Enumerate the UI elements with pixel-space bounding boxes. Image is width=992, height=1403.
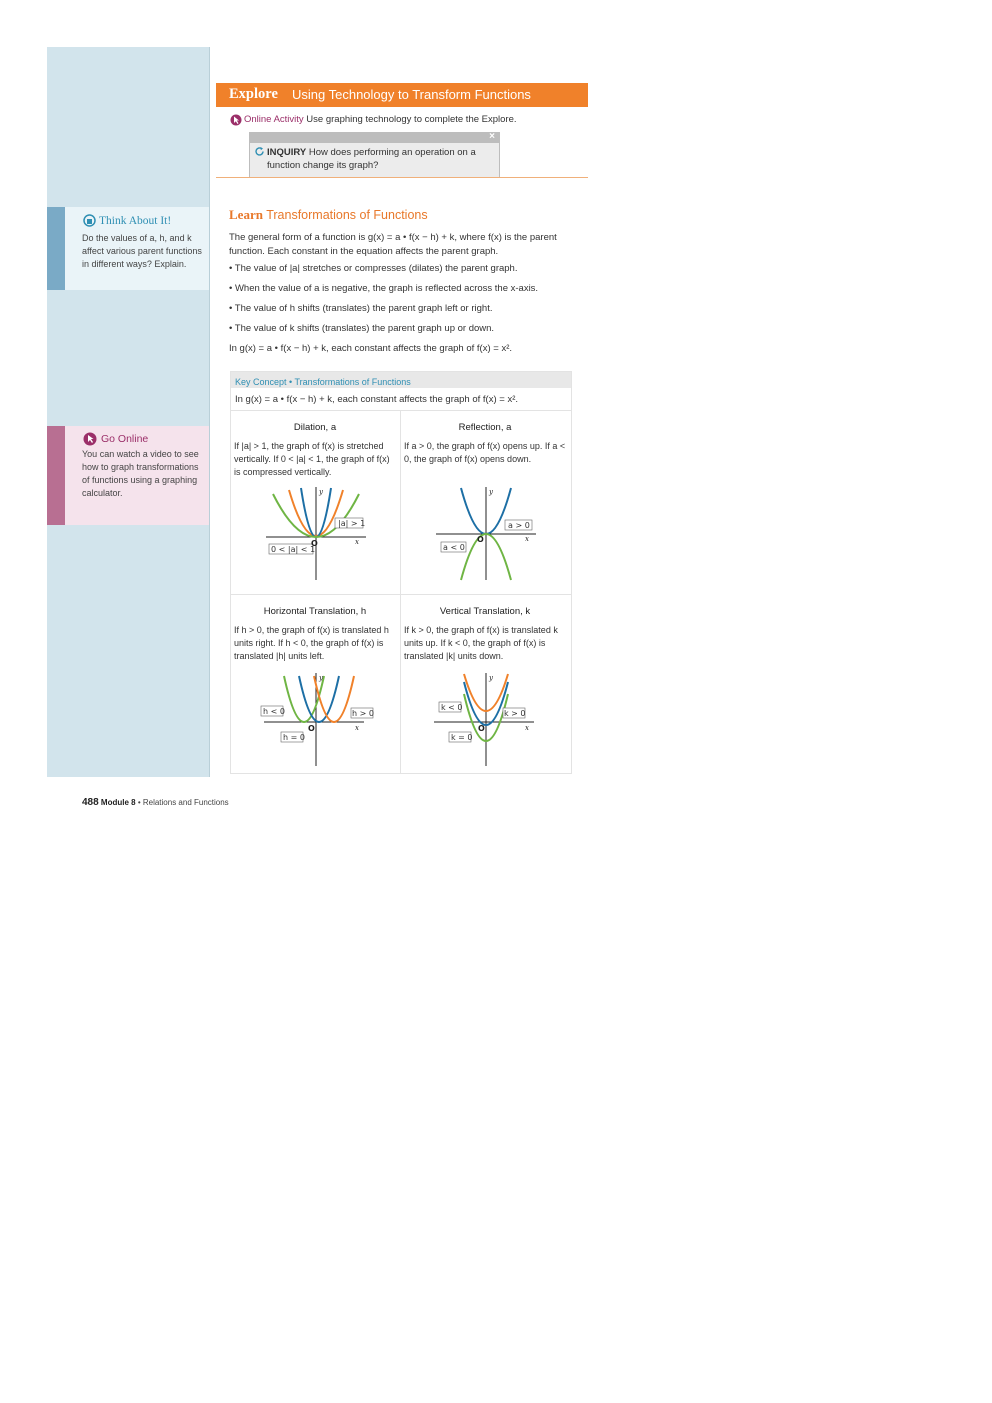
horizontal-graph xyxy=(259,668,374,768)
cursor-icon xyxy=(83,432,97,446)
y-label: y xyxy=(489,674,493,682)
explore-banner xyxy=(216,83,588,107)
online-activity-label[interactable]: Online Activity xyxy=(244,114,304,125)
divider xyxy=(400,410,401,773)
learn-title: Transformations of Functions xyxy=(262,208,428,222)
go-online-box[interactable] xyxy=(47,426,209,525)
online-activity-text: Use graphing technology to complete the Explore. xyxy=(303,114,517,125)
vertical-text: If k > 0, the graph of f(x) is translated k units up. If k < 0, the graph of f(x) is translated |k| units down. xyxy=(404,625,558,661)
learn-bullet: • The value of |a| stretches or compresses (dilates) the parent graph. xyxy=(229,263,518,274)
think-title: Think About It! xyxy=(99,215,172,227)
x-label: x xyxy=(525,724,529,732)
inquiry-box xyxy=(249,132,500,178)
dilation-title: Dilation, a xyxy=(293,422,337,433)
dilation-label-2: 0 < |a| < 1 xyxy=(271,545,316,554)
origin-label: O xyxy=(308,724,315,733)
x-label: x xyxy=(525,535,529,543)
y-label: y xyxy=(319,674,323,682)
think-accent-bar xyxy=(47,207,65,290)
origin-label: O xyxy=(311,539,318,548)
horizontal-label-1: h < 0 xyxy=(263,707,285,716)
learn-label: Learn xyxy=(229,207,263,222)
divider xyxy=(231,410,571,411)
inquiry-label: INQUIRY xyxy=(267,147,307,158)
think-text: Do the values of a, h, and k affect various parent functions in different ways? Explain. xyxy=(82,233,202,269)
vertical-label-2: k > 0 xyxy=(504,709,526,718)
vertical-title: Vertical Translation, k xyxy=(439,606,531,617)
divider xyxy=(231,594,571,595)
origin-label: O xyxy=(478,724,485,733)
explore-title: Using Technology to Transform Functions xyxy=(292,87,531,102)
key-concept-intro: In g(x) = a • f(x − h) + k, each constant affects the graph of f(x) = x². xyxy=(235,394,519,405)
horizontal-label-2: h > 0 xyxy=(352,709,374,718)
origin-label: O xyxy=(477,535,484,544)
footer-separator: • xyxy=(135,798,143,807)
horizontal-title: Horizontal Translation, h xyxy=(263,606,367,617)
inquiry-question: How does performing an operation on a function change its graph? xyxy=(267,147,476,171)
learn-intro: The general form of a function is g(x) = a • f(x − h) + k, where f(x) is the parent function. Each constant in the equation affects the parent graph. xyxy=(229,232,557,257)
go-accent-bar xyxy=(47,426,65,525)
section-divider xyxy=(216,177,588,178)
inquiry-text xyxy=(267,146,497,172)
lightbulb-icon xyxy=(83,214,96,227)
y-label: y xyxy=(489,488,493,496)
dilation-text: If |a| > 1, the graph of f(x) is stretched vertically. If 0 < |a| < 1, the graph of f(x) is compressed vertically. xyxy=(234,441,390,477)
inquiry-titlebar xyxy=(250,133,499,143)
go-online-title: Go Online xyxy=(101,433,149,445)
dilation-label-1: |a| > 1 xyxy=(338,519,366,528)
module-label: Module 8 xyxy=(100,798,136,807)
dilation-graph xyxy=(261,482,371,582)
cursor-icon xyxy=(230,114,242,126)
page-footer xyxy=(82,797,229,808)
sidebar-divider xyxy=(209,47,210,777)
reflection-graph xyxy=(431,482,541,582)
horizontal-text: If h > 0, the graph of f(x) is translated h units right. If h < 0, the graph of f(x) is translated |h| units left. xyxy=(234,625,389,661)
learn-bullet: • When the value of a is negative, the graph is reflected across the x-axis. xyxy=(229,283,539,294)
x-label: x xyxy=(355,538,359,546)
vertical-label-3: k = 0 xyxy=(451,733,473,742)
module-title: Relations and Functions xyxy=(142,798,229,807)
key-concept-title: Key Concept • Transformations of Functions xyxy=(235,377,411,387)
y-label: y xyxy=(319,488,323,496)
close-icon[interactable]: × xyxy=(489,131,495,142)
online-activity-line[interactable] xyxy=(230,114,517,125)
reflection-text: If a > 0, the graph of f(x) opens up. If a < 0, the graph of f(x) opens down. xyxy=(404,441,566,464)
horizontal-label-3: h = 0 xyxy=(283,733,305,742)
go-online-text: You can watch a video to see how to graph transformations of functions using a graphing calculator. xyxy=(82,449,199,498)
learn-summary: In g(x) = a • f(x − h) + k, each constant affects the graph of f(x) = x². xyxy=(229,343,513,354)
reflection-title: Reflection, a xyxy=(458,422,512,433)
learn-bullet: • The value of h shifts (translates) the parent graph left or right. xyxy=(229,303,493,314)
x-label: x xyxy=(355,724,359,732)
key-concept-card xyxy=(230,371,572,774)
refresh-icon xyxy=(254,146,265,157)
reflection-label-1: a > 0 xyxy=(508,521,530,530)
vertical-label-1: k < 0 xyxy=(441,703,463,712)
think-about-it-box xyxy=(47,207,209,290)
left-sidebar xyxy=(47,47,209,777)
reflection-label-2: a < 0 xyxy=(443,543,465,552)
page-number: 488 xyxy=(82,797,99,808)
learn-heading xyxy=(229,206,428,224)
learn-bullet: • The value of k shifts (translates) the parent graph up or down. xyxy=(229,323,495,334)
key-concept-header xyxy=(231,372,571,388)
explore-label: Explore xyxy=(229,86,278,102)
vertical-graph xyxy=(429,668,539,768)
